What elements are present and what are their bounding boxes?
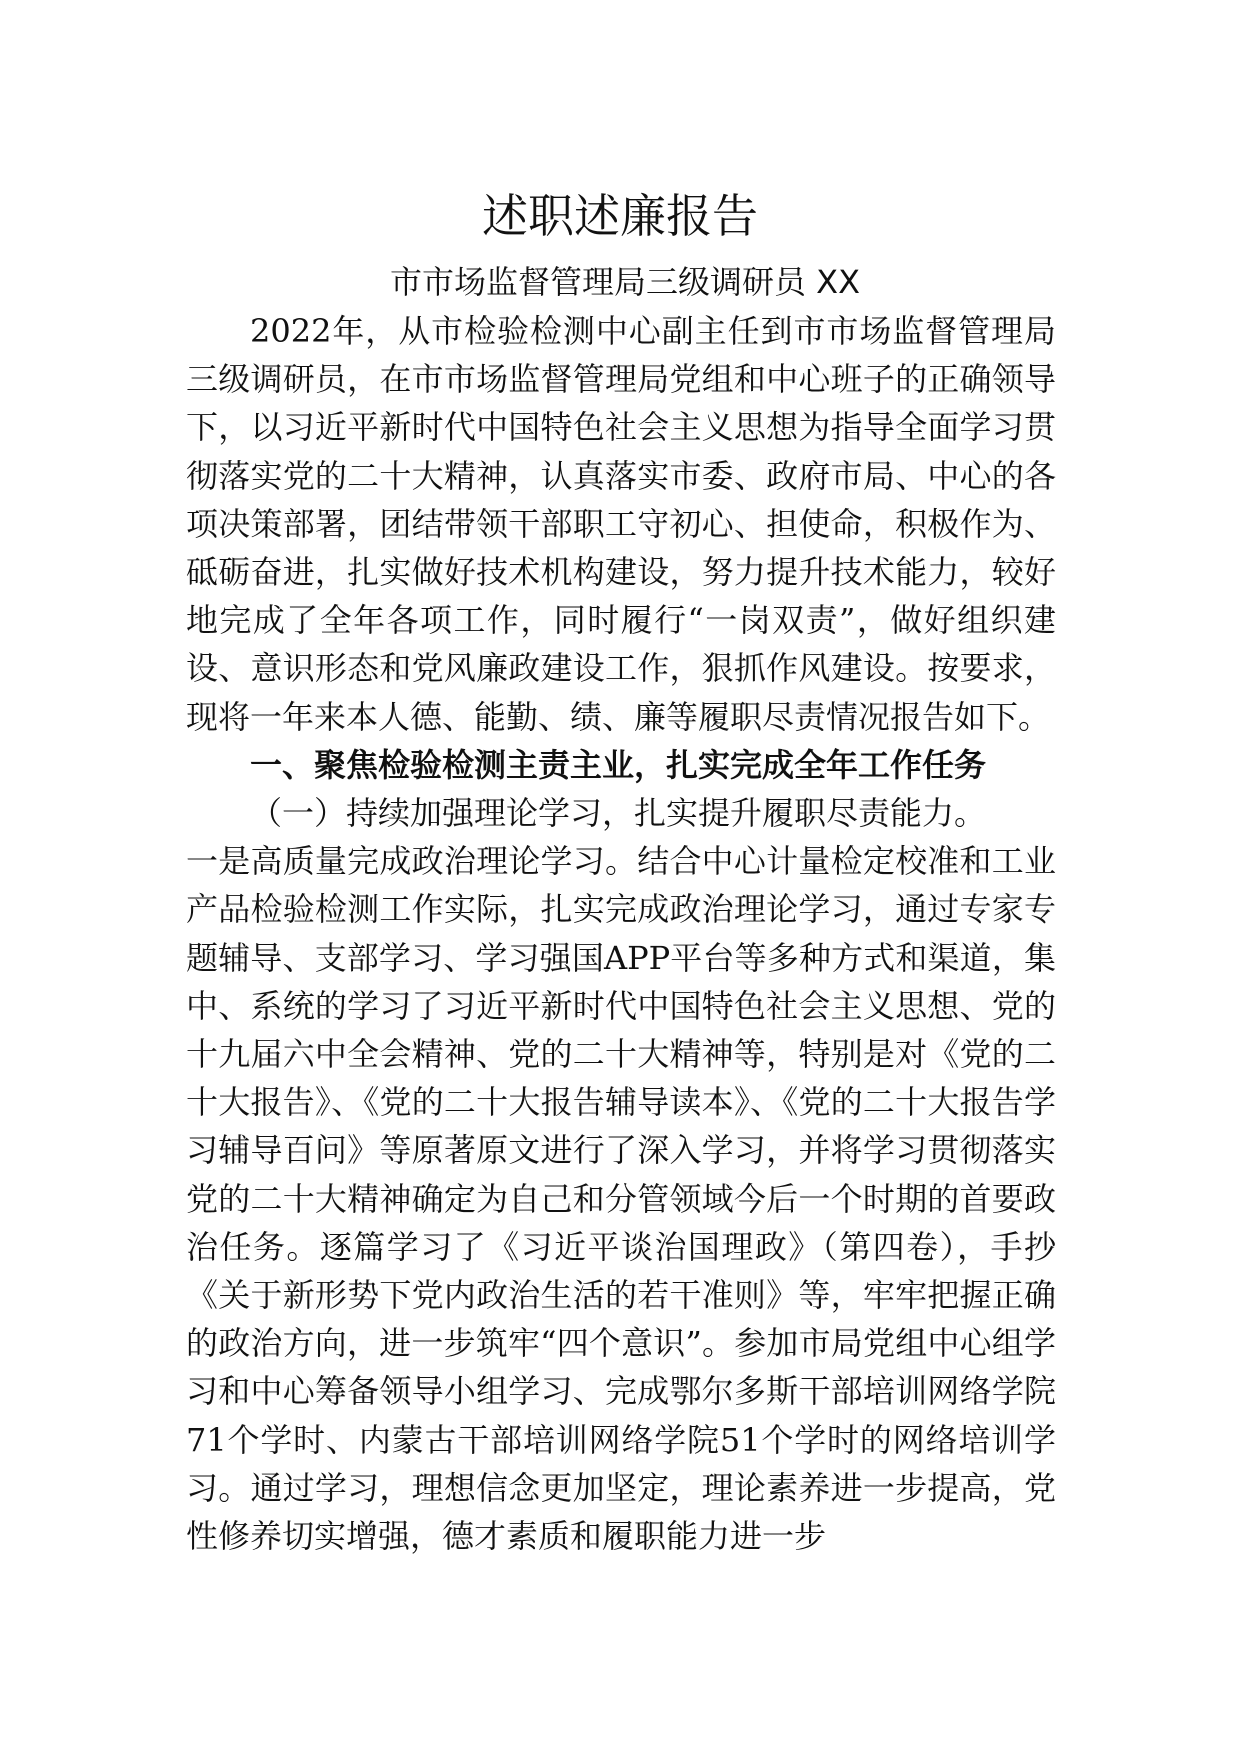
intro-paragraph: 2022年，从市检验检测中心副主任到市市场监督管理局三级调研员，在市市场监督管理局党组和中心班子的正确领导下，以习近平新时代中国特色社会主义思想为指导全面学习贯彻落实党的二十大精神，认真落实市委、政府市局、中心的各项决策部署，团结带领干部职工守初心、担使命，积极作为、砥砺奋进，扎实做好技术机构建设，努力提升技术能力，较好地完成了全年各项工作，同时履行“一岗双责”，做好组织建设、意识形态和党风廉政建设工作，狠抓作风建设。按要求，现将一年来本人德、能勤、绩、廉等履职尽责情况报告如下。	[186, 312, 1056, 736]
author-line: 市市场监督管理局三级调研员 XX	[389, 263, 861, 301]
document-title: 述职述廉报告	[482, 189, 758, 243]
section-heading: 一、聚焦检验检测主责主业，扎实完成全年工作任务	[250, 745, 987, 784]
document-body	[186, 307, 1056, 1560]
subsection-heading: （一）持续加强理论学习，扎实提升履职尽责能力。	[250, 794, 987, 833]
subsection-paragraph: 一是高质量完成政治理论学习。结合中心计量检定校准和工业产品检验检测工作实际，扎实完成政治理论学习，通过专家专题辅导、支部学习、学习强国APP平台等多种方式和渠道，集中、系统的学习了习近平新时代中国特色社会主义思想、党的十九届六中全会精神、党的二十大精神等，特别是对《党的二十大报告》、《党的二十大报告辅导读本》、《党的二十大报告学习辅导百问》等原著原文进行了深入学习，并将学习贯彻落实党的二十大精神确定为自己和分管领域今后一个时期的首要政治任务。逐篇学习了《习近平谈治国理政》（第四卷），手抄《关于新形势下党内政治生活的若干准则》等，牢牢把握正确的政治方向，进一步筑牢“四个意识”。参加市局党组中心组学习和中心筹备领导小组学习、完成鄂尔多斯干部培训网络学院71个学时、内蒙古干部培训网络学院51个学时的网络培训学习。通过学习，理想信念更加坚定，理论素养进一步提高，党性修养切实增强，德才素质和履职能力进一步	[186, 842, 1056, 1556]
